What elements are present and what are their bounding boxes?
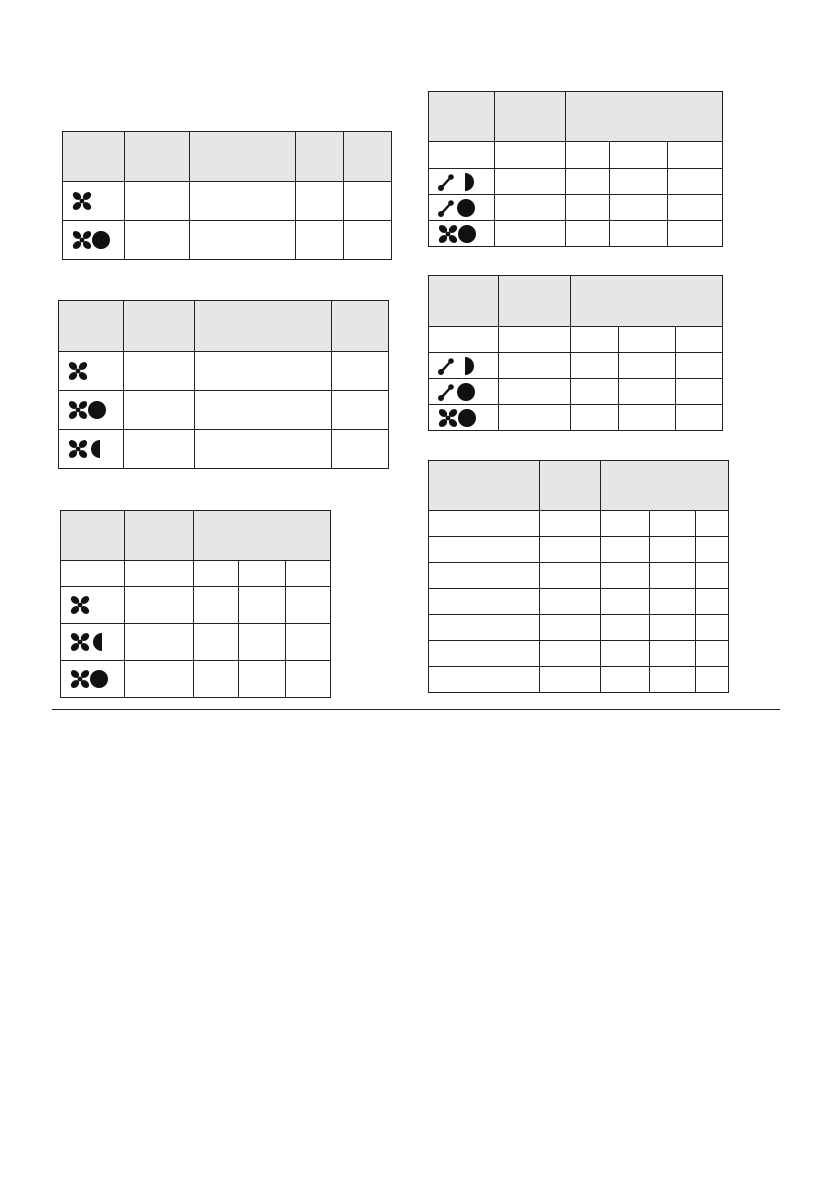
table-row — [61, 561, 331, 587]
header-cell — [499, 276, 571, 327]
fan-full-circle-icon — [71, 229, 124, 251]
header-cell — [124, 301, 195, 352]
table-cell — [194, 587, 239, 624]
table-cell — [429, 142, 495, 169]
table-cell — [499, 353, 571, 379]
fan-full-circle-icon — [437, 407, 498, 429]
table-d — [428, 91, 723, 247]
table-cell — [571, 379, 619, 405]
icon-cell — [429, 379, 499, 405]
table-cell — [571, 327, 619, 353]
table-cell — [601, 537, 650, 563]
icon-cell — [61, 661, 125, 698]
table-cell — [61, 561, 125, 587]
table-cell — [239, 624, 286, 661]
table-cell — [195, 391, 332, 430]
table-cell — [696, 615, 729, 641]
table-cell — [429, 511, 540, 537]
table-cell — [125, 221, 190, 260]
table-cell — [195, 352, 332, 391]
table-cell — [125, 624, 194, 661]
table-cell — [125, 561, 194, 587]
header-cell — [296, 132, 344, 182]
table-row — [63, 182, 392, 221]
table-cell — [429, 615, 540, 641]
table-cell — [429, 589, 540, 615]
table-row — [429, 221, 723, 247]
icon-cell — [429, 195, 495, 221]
table-cell — [676, 327, 723, 353]
icon-cell — [63, 182, 125, 221]
table-cell — [540, 615, 601, 641]
table-cell — [650, 667, 696, 693]
table-cell — [696, 563, 729, 589]
header-cell — [61, 511, 125, 561]
table-cell — [676, 353, 723, 379]
icon-cell — [429, 353, 499, 379]
table-cell — [668, 195, 723, 221]
header-cell — [190, 132, 296, 182]
table-cell — [195, 430, 332, 469]
header-cell — [125, 132, 190, 182]
table-c — [60, 510, 331, 698]
table-cell — [668, 142, 723, 169]
table-cell — [429, 327, 499, 353]
table-e — [428, 275, 723, 431]
table-cell — [601, 563, 650, 589]
table-cell — [540, 641, 601, 667]
table-row — [429, 379, 723, 405]
table-cell — [540, 589, 601, 615]
table-cell — [610, 221, 668, 247]
table-row — [429, 327, 723, 353]
table-cell — [125, 182, 190, 221]
table-cell — [540, 667, 601, 693]
table-cell — [601, 589, 650, 615]
header-cell — [566, 92, 723, 142]
icon-cell — [429, 221, 495, 247]
table-cell — [650, 641, 696, 667]
table-row — [429, 142, 723, 169]
table-cell — [601, 641, 650, 667]
table-row — [429, 405, 723, 431]
table-row — [429, 615, 729, 641]
table-cell — [696, 589, 729, 615]
header-cell — [195, 301, 332, 352]
table-cell — [650, 537, 696, 563]
icon-cell — [59, 430, 124, 469]
grill-full-circle-icon — [437, 381, 498, 403]
table-cell — [124, 430, 195, 469]
icon-cell — [59, 352, 124, 391]
table-cell — [601, 615, 650, 641]
table-cell — [190, 221, 296, 260]
table-cell — [566, 169, 610, 195]
header-cell — [540, 461, 601, 511]
table-row — [59, 391, 389, 430]
table-cell — [239, 587, 286, 624]
table-row — [59, 430, 389, 469]
table-cell — [124, 391, 195, 430]
table-cell — [332, 430, 389, 469]
header-cell — [495, 92, 566, 142]
table-cell — [286, 587, 331, 624]
table-cell — [601, 511, 650, 537]
table-cell — [495, 195, 566, 221]
fan-icon — [69, 595, 124, 615]
header-cell — [194, 511, 331, 561]
table-cell — [495, 169, 566, 195]
table-cell — [499, 379, 571, 405]
header-cell — [571, 276, 723, 327]
table-cell — [540, 537, 601, 563]
table-cell — [650, 511, 696, 537]
table-cell — [296, 182, 344, 221]
table-cell — [190, 182, 296, 221]
table-cell — [571, 353, 619, 379]
table-b — [58, 300, 389, 469]
table-cell — [668, 169, 723, 195]
table-cell — [499, 405, 571, 431]
header-cell — [429, 92, 495, 142]
table-row — [429, 641, 729, 667]
table-a — [62, 131, 392, 260]
table-cell — [286, 624, 331, 661]
table-row — [429, 563, 729, 589]
table-cell — [696, 667, 729, 693]
grill-right-half-circle-icon — [437, 171, 494, 193]
table-cell — [239, 661, 286, 698]
table-cell — [495, 221, 566, 247]
table-cell — [194, 661, 239, 698]
horizontal-rule — [52, 709, 780, 710]
header-cell — [429, 276, 499, 327]
table-cell — [125, 661, 194, 698]
table-row — [429, 537, 729, 563]
icon-cell — [429, 405, 499, 431]
table-cell — [296, 221, 344, 260]
table-cell — [429, 563, 540, 589]
table-row — [429, 589, 729, 615]
table-cell — [619, 405, 676, 431]
table-cell — [619, 379, 676, 405]
table-row — [429, 667, 729, 693]
table-cell — [429, 537, 540, 563]
table-row — [429, 353, 723, 379]
table-row — [429, 511, 729, 537]
table-row — [61, 624, 331, 661]
table-cell — [332, 352, 389, 391]
table-cell — [566, 142, 610, 169]
fan-icon — [67, 361, 123, 381]
grill-right-half-circle-icon — [437, 355, 498, 377]
icon-cell — [429, 169, 495, 195]
fan-left-half-circle-icon — [67, 438, 123, 460]
table-cell — [571, 405, 619, 431]
fan-left-half-circle-icon — [69, 631, 124, 653]
table-cell — [601, 667, 650, 693]
table-cell — [610, 169, 668, 195]
table-cell — [344, 221, 392, 260]
header-cell — [125, 511, 194, 561]
table-row — [61, 587, 331, 624]
icon-cell — [61, 587, 125, 624]
table-cell — [610, 195, 668, 221]
grill-full-circle-icon — [437, 197, 494, 219]
table-cell — [499, 327, 571, 353]
header-cell — [601, 461, 729, 511]
table-cell — [194, 561, 239, 587]
table-row — [429, 195, 723, 221]
table-cell — [566, 221, 610, 247]
icon-cell — [61, 624, 125, 661]
table-cell — [696, 641, 729, 667]
icon-cell — [59, 391, 124, 430]
table-cell — [650, 615, 696, 641]
header-cell — [344, 132, 392, 182]
header-cell — [59, 301, 124, 352]
table-cell — [650, 563, 696, 589]
table-cell — [540, 511, 601, 537]
table-cell — [124, 352, 195, 391]
table-cell — [650, 589, 696, 615]
fan-full-circle-icon — [67, 399, 123, 421]
table-row — [61, 661, 331, 698]
table-cell — [194, 624, 239, 661]
fan-icon — [71, 191, 124, 211]
table-cell — [344, 182, 392, 221]
table-cell — [566, 195, 610, 221]
table-cell — [610, 142, 668, 169]
table-cell — [332, 391, 389, 430]
table-cell — [676, 379, 723, 405]
table-cell — [429, 667, 540, 693]
header-cell — [63, 132, 125, 182]
table-cell — [619, 353, 676, 379]
table-cell — [239, 561, 286, 587]
fan-full-circle-icon — [69, 668, 124, 690]
table-cell — [429, 641, 540, 667]
table-row — [429, 169, 723, 195]
header-cell — [332, 301, 389, 352]
table-cell — [495, 142, 566, 169]
table-row — [59, 352, 389, 391]
table-cell — [668, 221, 723, 247]
table-f — [428, 460, 729, 693]
table-cell — [696, 537, 729, 563]
icon-cell — [63, 221, 125, 260]
table-cell — [619, 327, 676, 353]
table-cell — [286, 561, 331, 587]
table-row — [63, 221, 392, 260]
table-cell — [125, 587, 194, 624]
fan-full-circle-icon — [437, 223, 494, 245]
table-cell — [696, 511, 729, 537]
header-cell — [429, 461, 540, 511]
table-cell — [286, 661, 331, 698]
table-cell — [676, 405, 723, 431]
table-cell — [540, 563, 601, 589]
